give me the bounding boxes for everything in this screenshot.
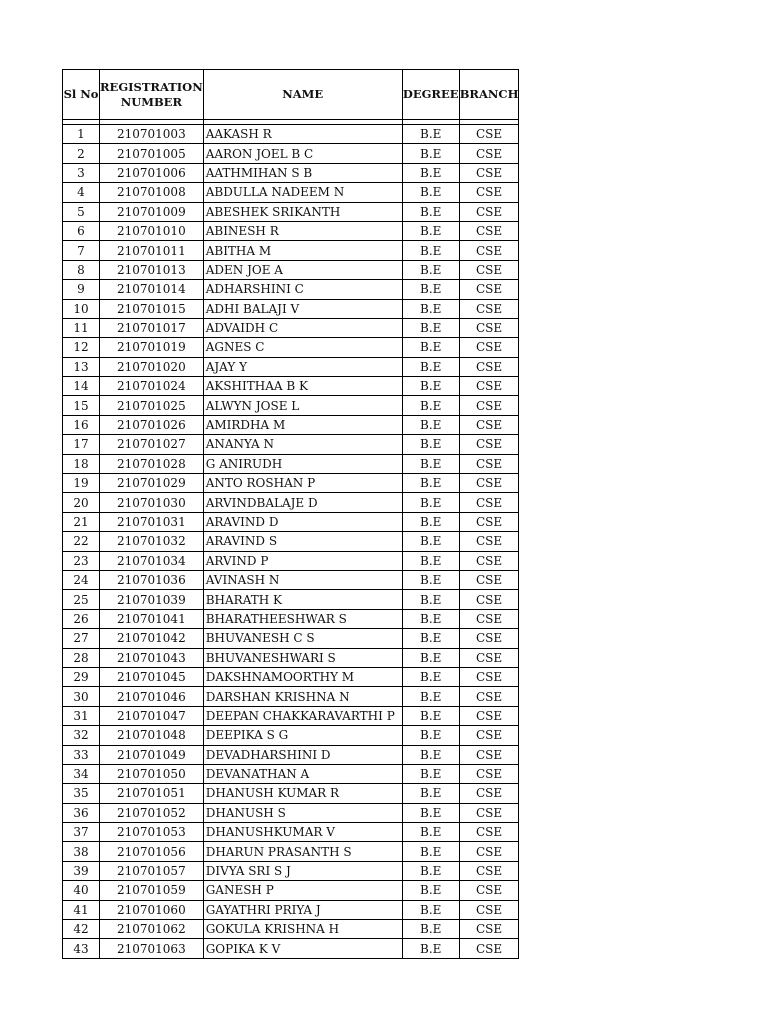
- cell-branch: CSE: [459, 338, 519, 357]
- cell-name: ARAVIND D: [203, 512, 402, 531]
- cell-sl-no: 4: [63, 183, 100, 202]
- cell-degree: B.E: [402, 764, 459, 783]
- cell-registration-number: 210701045: [100, 667, 204, 686]
- cell-name: DARSHAN KRISHNA N: [203, 687, 402, 706]
- cell-registration-number: 210701052: [100, 803, 204, 822]
- cell-name: ANTO ROSHAN P: [203, 474, 402, 493]
- cell-sl-no: 32: [63, 726, 100, 745]
- cell-degree: B.E: [402, 609, 459, 628]
- cell-sl-no: 24: [63, 570, 100, 589]
- table-row: [63, 183, 519, 202]
- cell-name: ALWYN JOSE L: [203, 396, 402, 415]
- header-registration-number: [100, 70, 204, 120]
- cell-degree: B.E: [402, 687, 459, 706]
- header-name: NAME: [203, 70, 402, 120]
- cell-name: AVINASH N: [203, 570, 402, 589]
- header-registration-line2: NUMBER: [120, 94, 183, 109]
- cell-degree: B.E: [402, 745, 459, 764]
- table-header: [63, 70, 519, 125]
- cell-sl-no: 26: [63, 609, 100, 628]
- cell-name: AARON JOEL B C: [203, 144, 402, 163]
- cell-registration-number: 210701026: [100, 415, 204, 434]
- cell-name: GANESH P: [203, 881, 402, 900]
- cell-registration-number: 210701031: [100, 512, 204, 531]
- table-row: [63, 377, 519, 396]
- table-row: [63, 163, 519, 182]
- cell-degree: B.E: [402, 823, 459, 842]
- cell-branch: CSE: [459, 784, 519, 803]
- header-sl-no: Sl No: [63, 70, 100, 120]
- cell-registration-number: 210701008: [100, 183, 204, 202]
- cell-branch: CSE: [459, 667, 519, 686]
- cell-sl-no: 43: [63, 939, 100, 958]
- table-row: [63, 125, 519, 144]
- cell-degree: B.E: [402, 435, 459, 454]
- cell-registration-number: 210701050: [100, 764, 204, 783]
- cell-sl-no: 27: [63, 629, 100, 648]
- cell-degree: B.E: [402, 260, 459, 279]
- cell-registration-number: 210701062: [100, 920, 204, 939]
- cell-registration-number: 210701048: [100, 726, 204, 745]
- cell-sl-no: 10: [63, 299, 100, 318]
- cell-degree: B.E: [402, 183, 459, 202]
- cell-branch: CSE: [459, 474, 519, 493]
- cell-sl-no: 33: [63, 745, 100, 764]
- cell-branch: CSE: [459, 221, 519, 240]
- cell-branch: CSE: [459, 570, 519, 589]
- cell-degree: B.E: [402, 590, 459, 609]
- cell-degree: B.E: [402, 629, 459, 648]
- cell-name: DHANUSHKUMAR V: [203, 823, 402, 842]
- cell-degree: B.E: [402, 415, 459, 434]
- cell-branch: CSE: [459, 454, 519, 473]
- cell-degree: B.E: [402, 803, 459, 822]
- cell-branch: CSE: [459, 629, 519, 648]
- cell-name: ARVINDBALAJE D: [203, 493, 402, 512]
- cell-name: ABDULLA NADEEM N: [203, 183, 402, 202]
- cell-branch: CSE: [459, 900, 519, 919]
- cell-branch: CSE: [459, 764, 519, 783]
- cell-sl-no: 23: [63, 551, 100, 570]
- cell-name: AMIRDHA M: [203, 415, 402, 434]
- cell-degree: B.E: [402, 221, 459, 240]
- cell-name: DAKSHNAMOORTHY M: [203, 667, 402, 686]
- table-row: [63, 474, 519, 493]
- table-row: [63, 687, 519, 706]
- cell-registration-number: 210701014: [100, 280, 204, 299]
- cell-name: BHARATH K: [203, 590, 402, 609]
- cell-registration-number: 210701029: [100, 474, 204, 493]
- cell-branch: CSE: [459, 396, 519, 415]
- cell-sl-no: 36: [63, 803, 100, 822]
- cell-name: ABINESH R: [203, 221, 402, 240]
- cell-degree: B.E: [402, 280, 459, 299]
- cell-branch: CSE: [459, 512, 519, 531]
- cell-branch: CSE: [459, 377, 519, 396]
- cell-branch: CSE: [459, 920, 519, 939]
- cell-branch: CSE: [459, 202, 519, 221]
- cell-degree: B.E: [402, 532, 459, 551]
- cell-name: BHUVANESH C S: [203, 629, 402, 648]
- cell-branch: CSE: [459, 125, 519, 144]
- cell-registration-number: 210701010: [100, 221, 204, 240]
- cell-name: DHARUN PRASANTH S: [203, 842, 402, 861]
- cell-degree: B.E: [402, 512, 459, 531]
- cell-degree: B.E: [402, 318, 459, 337]
- cell-name: AATHMIHAN S B: [203, 163, 402, 182]
- cell-degree: B.E: [402, 144, 459, 163]
- cell-sl-no: 20: [63, 493, 100, 512]
- cell-name: AGNES C: [203, 338, 402, 357]
- cell-registration-number: 210701042: [100, 629, 204, 648]
- cell-sl-no: 18: [63, 454, 100, 473]
- table-row: [63, 920, 519, 939]
- table-row: [63, 784, 519, 803]
- cell-registration-number: 210701030: [100, 493, 204, 512]
- cell-sl-no: 5: [63, 202, 100, 221]
- cell-sl-no: 30: [63, 687, 100, 706]
- cell-name: ARAVIND S: [203, 532, 402, 551]
- cell-degree: B.E: [402, 726, 459, 745]
- cell-registration-number: 210701060: [100, 900, 204, 919]
- cell-sl-no: 2: [63, 144, 100, 163]
- cell-sl-no: 42: [63, 920, 100, 939]
- cell-name: ADVAIDH C: [203, 318, 402, 337]
- cell-registration-number: 210701019: [100, 338, 204, 357]
- header-registration-line1: REGISTRATION: [100, 79, 203, 94]
- cell-name: G ANIRUDH: [203, 454, 402, 473]
- cell-registration-number: 210701039: [100, 590, 204, 609]
- cell-name: AAKASH R: [203, 125, 402, 144]
- cell-degree: B.E: [402, 920, 459, 939]
- cell-registration-number: 210701009: [100, 202, 204, 221]
- cell-registration-number: 210701047: [100, 706, 204, 725]
- cell-registration-number: 210701024: [100, 377, 204, 396]
- cell-registration-number: 210701043: [100, 648, 204, 667]
- table-row: [63, 745, 519, 764]
- cell-branch: CSE: [459, 803, 519, 822]
- cell-degree: B.E: [402, 842, 459, 861]
- cell-sl-no: 14: [63, 377, 100, 396]
- cell-name: DHANUSH S: [203, 803, 402, 822]
- cell-sl-no: 8: [63, 260, 100, 279]
- table-row: [63, 280, 519, 299]
- cell-sl-no: 1: [63, 125, 100, 144]
- table-row: [63, 415, 519, 434]
- cell-registration-number: 210701053: [100, 823, 204, 842]
- cell-name: ANANYA N: [203, 435, 402, 454]
- cell-sl-no: 21: [63, 512, 100, 531]
- cell-registration-number: 210701006: [100, 163, 204, 182]
- cell-registration-number: 210701034: [100, 551, 204, 570]
- cell-degree: B.E: [402, 474, 459, 493]
- cell-name: ADEN JOE A: [203, 260, 402, 279]
- cell-degree: B.E: [402, 357, 459, 376]
- cell-branch: CSE: [459, 163, 519, 182]
- table-row: [63, 299, 519, 318]
- cell-sl-no: 9: [63, 280, 100, 299]
- cell-name: DEEPAN CHAKKARAVARTHI P: [203, 706, 402, 725]
- student-roster-table: [62, 69, 519, 959]
- cell-name: ADHARSHINI C: [203, 280, 402, 299]
- cell-branch: CSE: [459, 881, 519, 900]
- cell-registration-number: 210701057: [100, 861, 204, 880]
- cell-sl-no: 41: [63, 900, 100, 919]
- cell-name: GOKULA KRISHNA H: [203, 920, 402, 939]
- cell-degree: B.E: [402, 784, 459, 803]
- cell-name: ABITHA M: [203, 241, 402, 260]
- cell-sl-no: 22: [63, 532, 100, 551]
- table-row: [63, 881, 519, 900]
- cell-sl-no: 6: [63, 221, 100, 240]
- cell-branch: CSE: [459, 939, 519, 958]
- cell-name: ABESHEK SRIKANTH: [203, 202, 402, 221]
- cell-branch: CSE: [459, 861, 519, 880]
- cell-registration-number: 210701013: [100, 260, 204, 279]
- cell-branch: CSE: [459, 706, 519, 725]
- table-row: [63, 900, 519, 919]
- table-row: [63, 570, 519, 589]
- table-body: [63, 125, 519, 959]
- cell-degree: B.E: [402, 570, 459, 589]
- table-row: [63, 221, 519, 240]
- cell-sl-no: 39: [63, 861, 100, 880]
- cell-sl-no: 29: [63, 667, 100, 686]
- cell-name: DEVADHARSHINI D: [203, 745, 402, 764]
- cell-sl-no: 38: [63, 842, 100, 861]
- cell-sl-no: 34: [63, 764, 100, 783]
- cell-registration-number: 210701015: [100, 299, 204, 318]
- cell-name: DIVYA SRI S J: [203, 861, 402, 880]
- cell-registration-number: 210701049: [100, 745, 204, 764]
- header-degree: DEGREE: [402, 70, 459, 120]
- cell-branch: CSE: [459, 435, 519, 454]
- cell-sl-no: 35: [63, 784, 100, 803]
- cell-name: AJAY Y: [203, 357, 402, 376]
- table-row: [63, 842, 519, 861]
- cell-branch: CSE: [459, 687, 519, 706]
- cell-name: GOPIKA K V: [203, 939, 402, 958]
- cell-degree: B.E: [402, 648, 459, 667]
- cell-degree: B.E: [402, 939, 459, 958]
- table-row: [63, 590, 519, 609]
- cell-registration-number: 210701011: [100, 241, 204, 260]
- cell-sl-no: 15: [63, 396, 100, 415]
- table-row: [63, 357, 519, 376]
- cell-sl-no: 3: [63, 163, 100, 182]
- cell-degree: B.E: [402, 551, 459, 570]
- cell-degree: B.E: [402, 299, 459, 318]
- cell-registration-number: 210701003: [100, 125, 204, 144]
- cell-branch: CSE: [459, 532, 519, 551]
- table-row: [63, 823, 519, 842]
- cell-registration-number: 210701059: [100, 881, 204, 900]
- cell-registration-number: 210701051: [100, 784, 204, 803]
- cell-branch: CSE: [459, 144, 519, 163]
- cell-registration-number: 210701046: [100, 687, 204, 706]
- cell-degree: B.E: [402, 338, 459, 357]
- table-row: [63, 454, 519, 473]
- table-row: [63, 241, 519, 260]
- table-row: [63, 939, 519, 958]
- cell-sl-no: 11: [63, 318, 100, 337]
- table-row: [63, 318, 519, 337]
- cell-branch: CSE: [459, 842, 519, 861]
- table-row: [63, 726, 519, 745]
- cell-name: AKSHITHAA B K: [203, 377, 402, 396]
- cell-name: DHANUSH KUMAR R: [203, 784, 402, 803]
- cell-sl-no: 40: [63, 881, 100, 900]
- table-row: [63, 512, 519, 531]
- cell-branch: CSE: [459, 745, 519, 764]
- cell-registration-number: 210701028: [100, 454, 204, 473]
- cell-registration-number: 210701017: [100, 318, 204, 337]
- cell-degree: B.E: [402, 241, 459, 260]
- cell-degree: B.E: [402, 396, 459, 415]
- cell-sl-no: 16: [63, 415, 100, 434]
- cell-registration-number: 210701063: [100, 939, 204, 958]
- table-row: [63, 532, 519, 551]
- cell-branch: CSE: [459, 823, 519, 842]
- table-row: [63, 202, 519, 221]
- cell-degree: B.E: [402, 706, 459, 725]
- cell-branch: CSE: [459, 415, 519, 434]
- cell-degree: B.E: [402, 900, 459, 919]
- cell-degree: B.E: [402, 493, 459, 512]
- cell-registration-number: 210701020: [100, 357, 204, 376]
- cell-branch: CSE: [459, 609, 519, 628]
- cell-branch: CSE: [459, 551, 519, 570]
- table-row: [63, 667, 519, 686]
- table-row: [63, 609, 519, 628]
- cell-sl-no: 25: [63, 590, 100, 609]
- cell-degree: B.E: [402, 881, 459, 900]
- cell-registration-number: 210701032: [100, 532, 204, 551]
- cell-registration-number: 210701005: [100, 144, 204, 163]
- cell-registration-number: 210701027: [100, 435, 204, 454]
- cell-sl-no: 13: [63, 357, 100, 376]
- table-row: [63, 861, 519, 880]
- cell-registration-number: 210701036: [100, 570, 204, 589]
- header-branch: BRANCH: [459, 70, 519, 120]
- cell-registration-number: 210701025: [100, 396, 204, 415]
- cell-degree: B.E: [402, 202, 459, 221]
- table-row: [63, 144, 519, 163]
- table-row: [63, 396, 519, 415]
- cell-degree: B.E: [402, 861, 459, 880]
- table-row: [63, 260, 519, 279]
- cell-name: GAYATHRI PRIYA J: [203, 900, 402, 919]
- cell-sl-no: 12: [63, 338, 100, 357]
- table-row: [63, 706, 519, 725]
- cell-sl-no: 31: [63, 706, 100, 725]
- cell-name: BHUVANESHWARI S: [203, 648, 402, 667]
- table-row: [63, 551, 519, 570]
- cell-branch: CSE: [459, 241, 519, 260]
- cell-degree: B.E: [402, 125, 459, 144]
- cell-branch: CSE: [459, 299, 519, 318]
- cell-name: ADHI BALAJI V: [203, 299, 402, 318]
- table-row: [63, 764, 519, 783]
- cell-name: DEVANATHAN A: [203, 764, 402, 783]
- cell-name: ARVIND P: [203, 551, 402, 570]
- cell-registration-number: 210701041: [100, 609, 204, 628]
- cell-branch: CSE: [459, 726, 519, 745]
- cell-name: DEEPIKA S G: [203, 726, 402, 745]
- cell-branch: CSE: [459, 260, 519, 279]
- cell-branch: CSE: [459, 590, 519, 609]
- cell-sl-no: 37: [63, 823, 100, 842]
- cell-degree: B.E: [402, 667, 459, 686]
- cell-degree: B.E: [402, 454, 459, 473]
- table-row: [63, 648, 519, 667]
- cell-branch: CSE: [459, 493, 519, 512]
- table-row: [63, 435, 519, 454]
- cell-sl-no: 19: [63, 474, 100, 493]
- cell-branch: CSE: [459, 183, 519, 202]
- cell-sl-no: 28: [63, 648, 100, 667]
- cell-degree: B.E: [402, 163, 459, 182]
- table-row: [63, 629, 519, 648]
- cell-branch: CSE: [459, 280, 519, 299]
- table-row: [63, 338, 519, 357]
- table-row: [63, 803, 519, 822]
- cell-branch: CSE: [459, 648, 519, 667]
- cell-sl-no: 17: [63, 435, 100, 454]
- cell-degree: B.E: [402, 377, 459, 396]
- table-row: [63, 493, 519, 512]
- cell-branch: CSE: [459, 357, 519, 376]
- cell-sl-no: 7: [63, 241, 100, 260]
- cell-name: BHARATHEESHWAR S: [203, 609, 402, 628]
- cell-branch: CSE: [459, 318, 519, 337]
- header-row: [63, 70, 519, 120]
- cell-registration-number: 210701056: [100, 842, 204, 861]
